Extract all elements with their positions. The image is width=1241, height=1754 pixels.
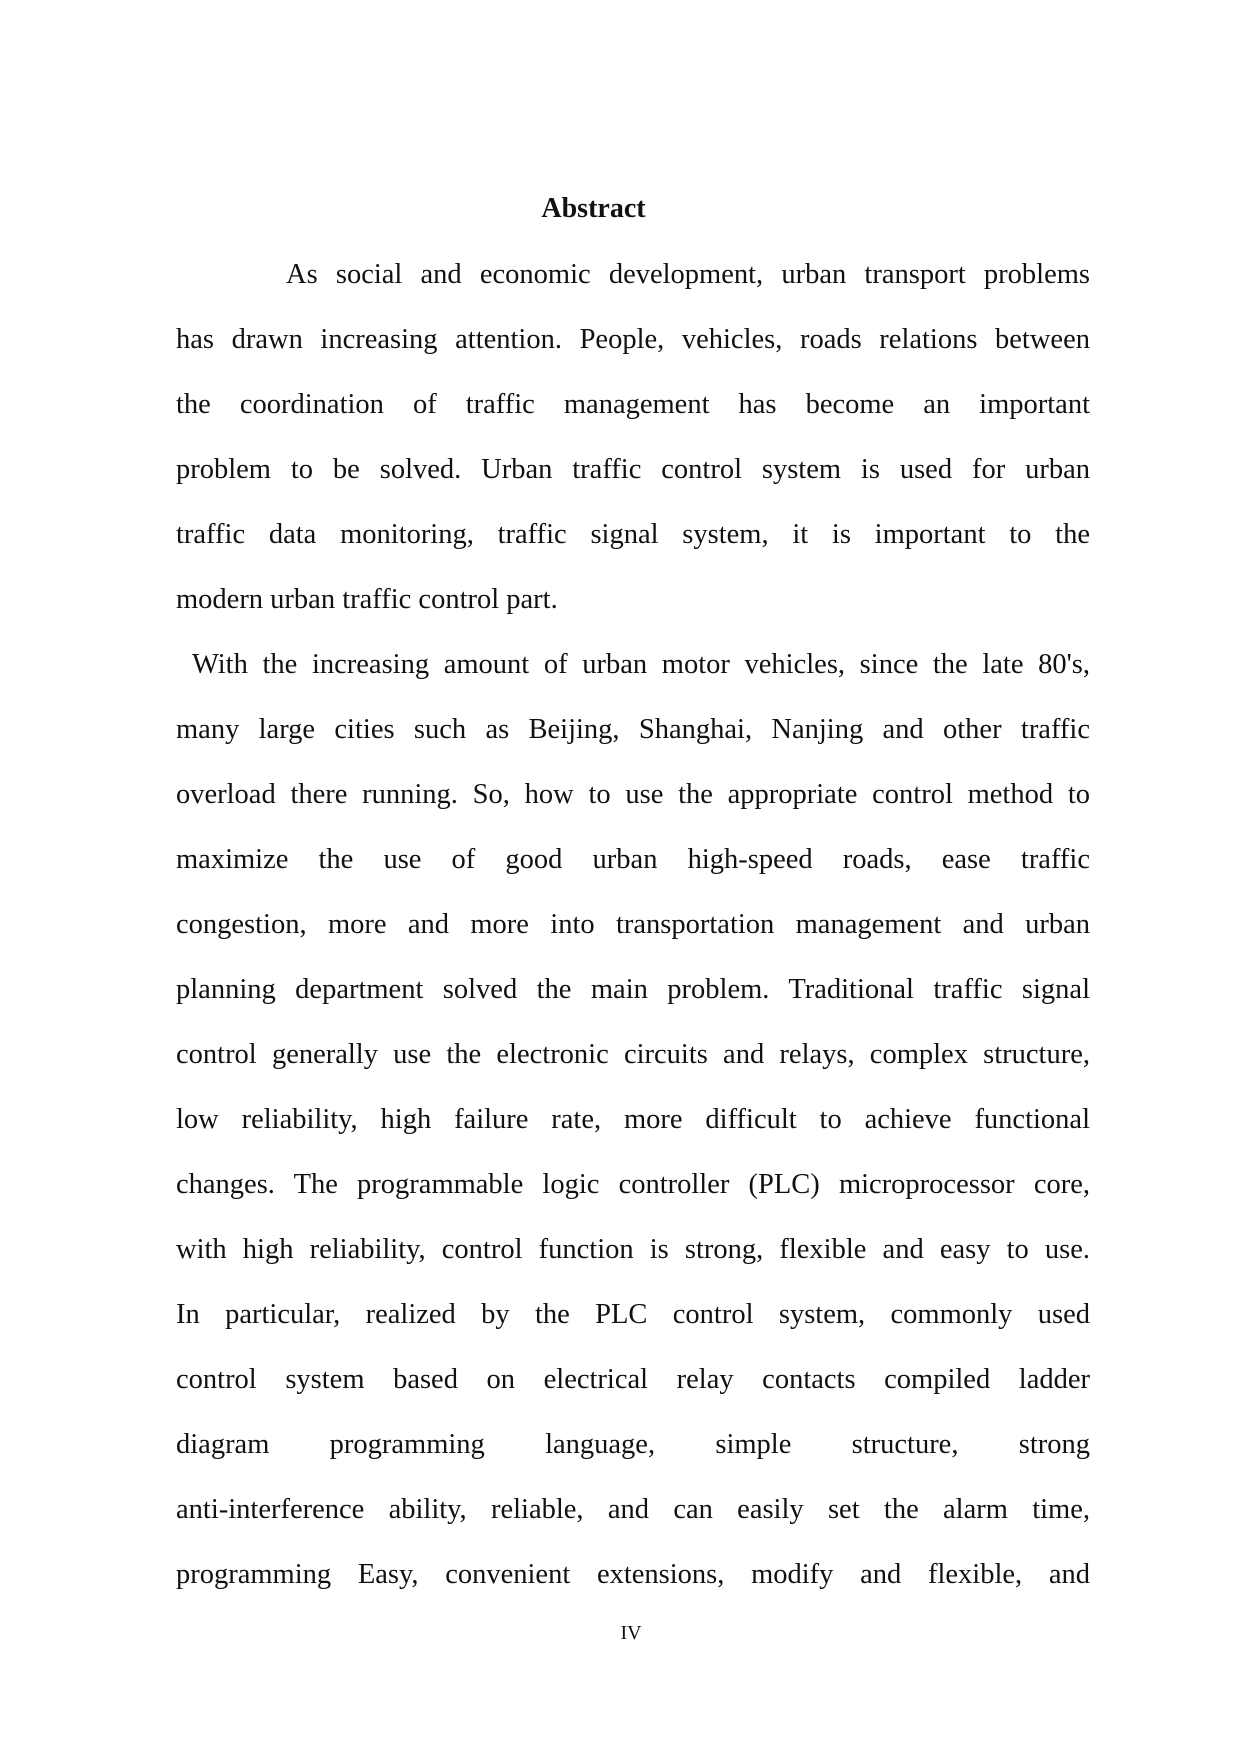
body-line-15: changes. The programmable logic controller (PLC) microprocessor core, [176, 1169, 1090, 1200]
abstract-heading: Abstract [541, 193, 646, 224]
body-line-16: with high reliability, control function is strong, flexible and easy to use. [176, 1234, 1090, 1265]
body-line-4: problem to be solved. Urban traffic control system is used for urban [176, 454, 1090, 485]
body-line-17: In particular, realized by the PLC control system, commonly used [176, 1299, 1090, 1330]
body-line-14: low reliability, high failure rate, more difficult to achieve functional [176, 1104, 1090, 1135]
body-line-19: diagram programming language, simple structure, strong [176, 1429, 1090, 1460]
body-line-5: traffic data monitoring, traffic signal system, it is important to the [176, 519, 1090, 550]
body-line-7: With the increasing amount of urban motor vehicles, since the late 80's, [192, 649, 1090, 680]
abstract-body [176, 252, 1090, 1617]
body-line-11: congestion, more and more into transportation management and urban [176, 909, 1090, 940]
body-line-18: control system based on electrical relay contacts compiled ladder [176, 1364, 1090, 1395]
body-line-9: overload there running. So, how to use the appropriate control method to [176, 779, 1090, 810]
body-line-12: planning department solved the main problem. Traditional traffic signal [176, 974, 1090, 1005]
body-line-2: has drawn increasing attention. People, vehicles, roads relations between [176, 324, 1090, 355]
body-line-20: anti-interference ability, reliable, and can easily set the alarm time, [176, 1494, 1090, 1525]
body-line-8: many large cities such as Beijing, Shanghai, Nanjing and other traffic [176, 714, 1090, 745]
body-line-13: control generally use the electronic circuits and relays, complex structure, [176, 1039, 1090, 1070]
body-line-3: the coordination of traffic management has become an important [176, 389, 1090, 420]
body-line-6: modern urban traffic control part. [176, 584, 558, 615]
body-line-21: programming Easy, convenient extensions, modify and flexible, and [176, 1559, 1090, 1590]
body-line-1: As social and economic development, urban transport problems [286, 259, 1090, 290]
page-number: IV [620, 1622, 642, 1644]
body-line-10: maximize the use of good urban high-speed roads, ease traffic [176, 844, 1090, 875]
